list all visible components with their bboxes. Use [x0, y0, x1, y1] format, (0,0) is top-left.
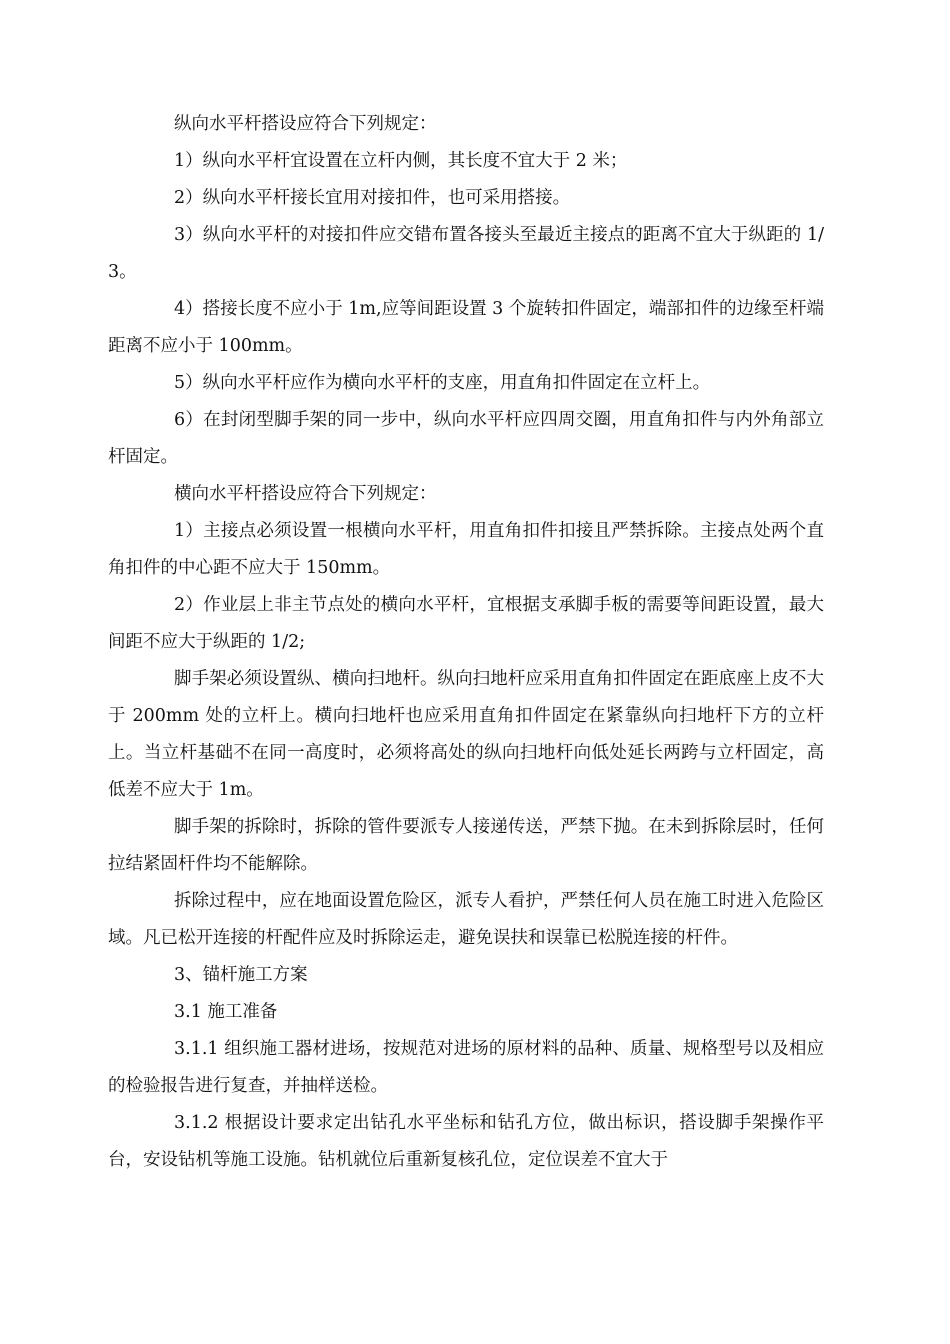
sweeping-rod-paragraph: 脚手架必须设置纵、横向扫地杆。纵向扫地杆应采用直角扣件固定在距底座上皮不大于 200mm 处的立杆上。横向扫地杆也应采用直角扣件固定在紧靠纵向扫地杆下方的立杆上。当立杆基础不在同一高度时，必须将高处的纵向扫地杆向低处延长两跨与立杆固定，高低差不应大于 1m。 — [108, 669, 824, 800]
clause-3-1-2: 3.1.2 根据设计要求定出钻孔水平坐标和钻孔方位，做出标识，搭设脚手架操作平台，安设钻机等施工设施。钻机就位后重新复核孔位，定位误差不宜大于 — [108, 1113, 824, 1170]
rule-item-6: 6）在封闭型脚手架的同一步中，纵向水平杆应四周交圈，用直角扣件与内外角部立杆固定。 — [108, 410, 824, 467]
rule-item-2: 2）纵向水平杆接长宜用对接扣件，也可采用搭接。 — [174, 188, 571, 208]
document-body — [108, 106, 824, 1179]
clause-3-1-1: 3.1.1 组织施工器材进场，按规范对进场的原材料的品种、质量、规格型号以及相应的检验报告进行复查，并抽样送检。 — [108, 1039, 824, 1096]
danger-zone-paragraph: 拆除过程中，应在地面设置危险区，派专人看护，严禁任何人员在施工时进入危险区域。凡已松开连接的杆配件应及时拆除运走，避免误扶和误靠已松脱连接的杆件。 — [108, 891, 824, 948]
dismantling-paragraph: 脚手架的拆除时，拆除的管件要派专人接递传送，严禁下抛。在未到拆除层时，任何拉结紧固杆件均不能解除。 — [108, 817, 824, 874]
section-heading-anchor: 3、锚杆施工方案 — [174, 965, 308, 985]
rule-item-1: 1）纵向水平杆宜设置在立杆内侧，其长度不宜大于 2 米； — [174, 151, 628, 171]
transverse-rule-2: 2）作业层上非主节点处的横向水平杆，宜根据支承脚手板的需要等间距设置，最大间距不应大于纵距的 1/2; — [108, 595, 824, 652]
rule-item-5: 5）纵向水平杆应作为横向水平杆的支座，用直角扣件固定在立杆上。 — [174, 373, 711, 393]
rule-item-3: 3）纵向水平杆的对接扣件应交错布置各接头至最近主接点的距离不宜大于纵距的 1/3。 — [108, 225, 824, 282]
rule-item-4: 4）搭接长度不应小于 1m,应等间距设置 3 个旋转扣件固定，端部扣件的边缘至杆端距离不应小于 100mm。 — [108, 299, 824, 356]
section-heading-longitudinal: 纵向水平杆搭设应符合下列规定： — [174, 114, 437, 134]
section-heading-transverse: 横向水平杆搭设应符合下列规定： — [174, 484, 437, 504]
subsection-heading-preparation: 3.1 施工准备 — [174, 1002, 278, 1022]
transverse-rule-1: 1）主接点必须设置一根横向水平杆，用直角扣件扣接且严禁拆除。主接点处两个直角扣件的中心距不应大于 150mm。 — [108, 521, 824, 578]
